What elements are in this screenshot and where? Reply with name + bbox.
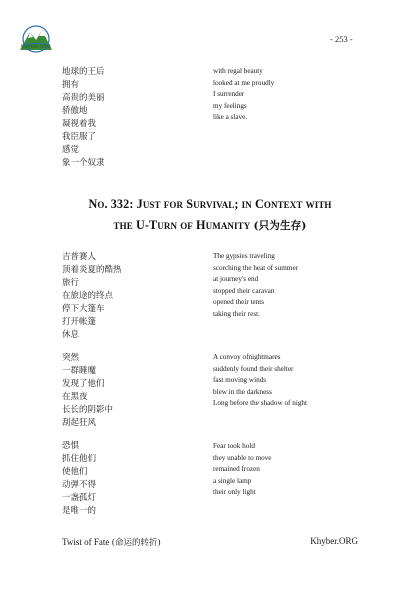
poem-line: opened their tents [213,298,265,306]
poem-line: 象一个奴隶 [62,158,105,168]
poem-line: with regal beauty [213,67,263,75]
poem-line: 一群睡魔 [62,366,97,376]
poem-line: like a slave. [213,113,248,121]
poem-line: a single lamp [213,476,252,485]
poem-line: 高贵的美丽 [62,93,105,103]
footer-book-title [62,536,161,548]
stanza-2-chinese [62,251,122,342]
poem-line: 在旅途的终点 [62,291,114,301]
poem-line: 使他们 [62,467,88,477]
poem-line: 一盏孤灯 [62,493,97,503]
poem-line: they unable to move [213,453,272,462]
poem-line: Fear took hold [213,442,255,450]
logo-text: Khyber.ORG [21,44,51,50]
poem-line: The gypsies traveling [213,252,275,260]
page-number: - 253 - [330,34,353,44]
poem-line: at journey's end [213,275,259,283]
poem-line: 在黑夜 [62,392,88,402]
stanza-2-english [213,251,298,320]
poem-line: I surrender [213,90,245,98]
poem-line: 恐惧 [62,441,80,451]
poem-line: 我臣服了 [62,132,97,142]
poem-line: 长长的阴影中 [62,405,114,415]
poem-line: their only light [213,488,256,496]
poem-line: 是唯一的 [62,506,97,516]
title-line-2-chinese: (只为生存) [253,220,307,232]
poem-line: 打开帐篷 [62,317,97,327]
stanza-3-english [213,352,307,410]
title-line-2 [40,215,380,237]
stanza-1-chinese [62,66,105,170]
poem-line: 动弹不得 [62,480,97,490]
poem-line: 停下大篷车 [62,304,105,314]
poem-line: 拥有 [62,80,80,90]
poem-line: taking their rest. [213,309,260,318]
title-line-2-english: the U-Turn of Humanity [113,218,251,232]
poem-line: 凝视着我 [62,119,97,129]
stanza-3-chinese [62,352,113,430]
poem-line: looked at me proudly [213,78,275,87]
poem-line: 地球的王后 [62,67,105,77]
footer-site: Khyber.ORG [310,536,358,546]
stanza-4-chinese [62,440,96,518]
poem-line: remained frozen [213,465,260,473]
poem-line: 顶着炎夏的酷热 [62,265,122,275]
poem-line: Long before the shadow of night [213,399,308,407]
poem-line: 旅行 [62,278,80,288]
poem-line: 刮起狂风 [62,418,97,428]
poem-line: my feelings [213,101,247,110]
poem-line: 感觉 [62,145,80,155]
poem-line: stopped their caravan [213,286,275,295]
poem-title [40,194,380,237]
poem-line: 吉普赛人 [62,252,97,262]
poem-line: scorching the heat of summer [213,263,299,272]
poem-line: 突然 [62,353,80,363]
stanza-4-english [213,441,271,499]
poem-line: 骄傲地 [62,106,88,116]
title-line-1: No. 332: Just for Survival; in Context with [88,197,332,211]
poem-line: suddenly found their shelter [213,364,294,373]
poem-line: 休息 [62,330,80,340]
book-title-chinese: (命运的转折) [111,538,161,548]
poem-line: blew in the darkness [213,387,272,396]
stanza-1-english [213,66,274,124]
poem-line: fast moving winds [213,376,267,384]
poem-line: 抓住他们 [62,454,97,464]
poem-line: 发现了他们 [62,379,105,389]
book-title-english: Twist of Fate [62,537,110,547]
poem-line: A convoy ofnightmares [213,353,281,361]
